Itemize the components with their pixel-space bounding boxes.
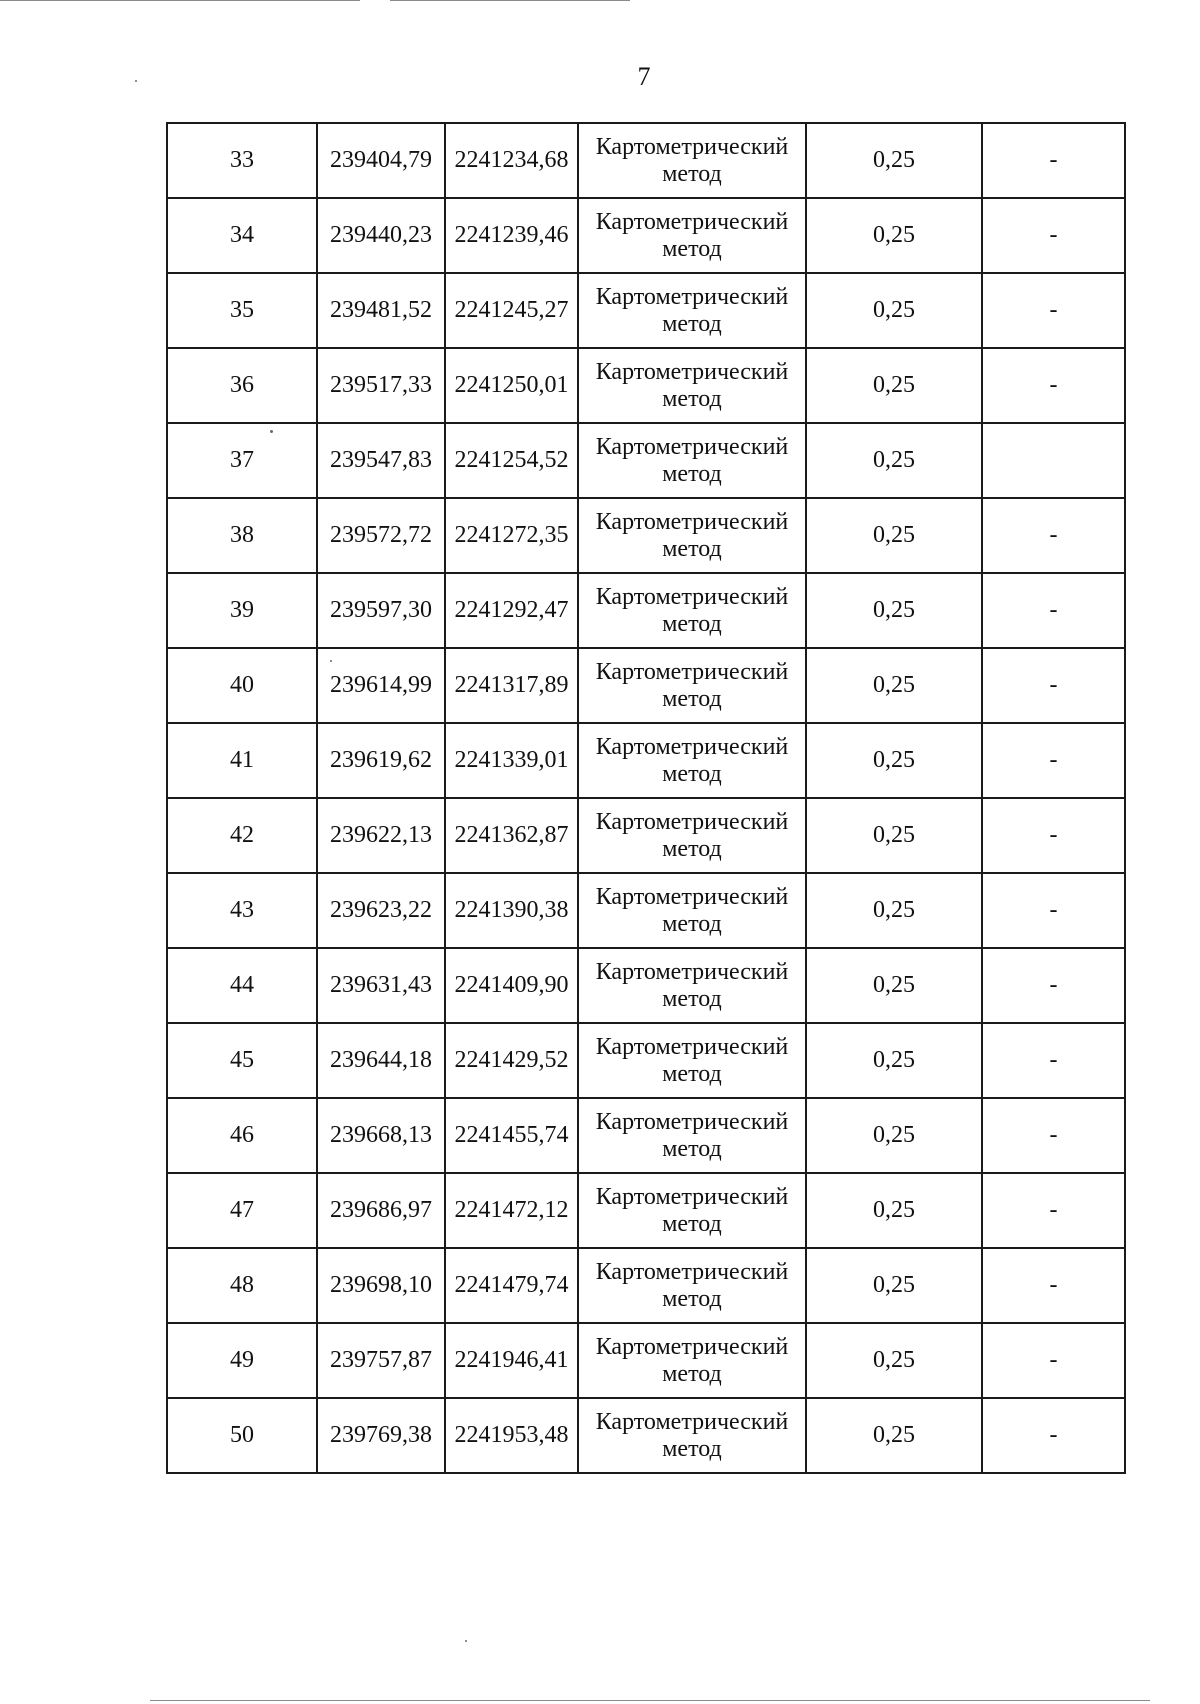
point-number: 34 bbox=[167, 198, 317, 273]
note-cell: - bbox=[982, 198, 1125, 273]
accuracy-value: 0,25 bbox=[806, 1098, 982, 1173]
y-coordinate: 2241272,35 bbox=[445, 498, 578, 573]
method-cell bbox=[578, 273, 806, 348]
scan-edge-line bbox=[390, 0, 630, 1]
point-number: 36 bbox=[167, 348, 317, 423]
x-coordinate: 239404,79 bbox=[317, 123, 445, 198]
table-row bbox=[167, 348, 1125, 423]
y-coordinate: 2241292,47 bbox=[445, 573, 578, 648]
method-line2: метод bbox=[662, 985, 722, 1012]
method-cell bbox=[578, 1323, 806, 1398]
method-line1: Картометрический bbox=[595, 808, 789, 835]
table-row bbox=[167, 723, 1125, 798]
table-body bbox=[167, 123, 1125, 1473]
note-cell: - bbox=[982, 1023, 1125, 1098]
x-coordinate: 239644,18 bbox=[317, 1023, 445, 1098]
table-row bbox=[167, 1023, 1125, 1098]
point-number: 46 bbox=[167, 1098, 317, 1173]
method-cell bbox=[578, 1023, 806, 1098]
note-cell: - bbox=[982, 1248, 1125, 1323]
method-line2: метод bbox=[662, 1135, 722, 1162]
note-cell: - bbox=[982, 1398, 1125, 1473]
note-cell: - bbox=[982, 498, 1125, 573]
y-coordinate: 2241409,90 bbox=[445, 948, 578, 1023]
table-row bbox=[167, 648, 1125, 723]
method-line1: Картометрический bbox=[595, 1108, 789, 1135]
y-coordinate: 2241479,74 bbox=[445, 1248, 578, 1323]
note-cell: - bbox=[982, 348, 1125, 423]
point-number: 33 bbox=[167, 123, 317, 198]
y-coordinate: 2241254,52 bbox=[445, 423, 578, 498]
method-line1: Картометрический bbox=[595, 133, 789, 160]
x-coordinate: 239619,62 bbox=[317, 723, 445, 798]
note-cell: - bbox=[982, 648, 1125, 723]
scan-speck bbox=[270, 430, 273, 433]
method-cell bbox=[578, 498, 806, 573]
method-line1: Картометрический bbox=[595, 508, 789, 535]
method-line1: Картометрический bbox=[595, 1183, 789, 1210]
x-coordinate: 239623,22 bbox=[317, 873, 445, 948]
y-coordinate: 2241362,87 bbox=[445, 798, 578, 873]
x-coordinate: 239757,87 bbox=[317, 1323, 445, 1398]
point-number: 38 bbox=[167, 498, 317, 573]
point-number: 35 bbox=[167, 273, 317, 348]
x-coordinate: 239517,33 bbox=[317, 348, 445, 423]
accuracy-value: 0,25 bbox=[806, 273, 982, 348]
y-coordinate: 2241317,89 bbox=[445, 648, 578, 723]
method-line2: метод bbox=[662, 910, 722, 937]
table-row bbox=[167, 273, 1125, 348]
point-number: 42 bbox=[167, 798, 317, 873]
table-row bbox=[167, 423, 1125, 498]
point-number: 49 bbox=[167, 1323, 317, 1398]
y-coordinate: 2241455,74 bbox=[445, 1098, 578, 1173]
accuracy-value: 0,25 bbox=[806, 198, 982, 273]
coordinates-table bbox=[166, 122, 1126, 1474]
method-cell bbox=[578, 348, 806, 423]
y-coordinate: 2241234,68 bbox=[445, 123, 578, 198]
method-cell bbox=[578, 573, 806, 648]
y-coordinate: 2241245,27 bbox=[445, 273, 578, 348]
point-number: 44 bbox=[167, 948, 317, 1023]
point-number: 39 bbox=[167, 573, 317, 648]
method-cell bbox=[578, 873, 806, 948]
x-coordinate: 239481,52 bbox=[317, 273, 445, 348]
method-line2: метод bbox=[662, 1435, 722, 1462]
method-line1: Картометрический bbox=[595, 583, 789, 610]
method-line1: Картометрический bbox=[595, 283, 789, 310]
x-coordinate: 239440,23 bbox=[317, 198, 445, 273]
accuracy-value: 0,25 bbox=[806, 1398, 982, 1473]
note-cell bbox=[982, 423, 1125, 498]
x-coordinate: 239698,10 bbox=[317, 1248, 445, 1323]
y-coordinate: 2241472,12 bbox=[445, 1173, 578, 1248]
method-line1: Картометрический bbox=[595, 1033, 789, 1060]
x-coordinate: 239622,13 bbox=[317, 798, 445, 873]
table-row bbox=[167, 573, 1125, 648]
method-line1: Картометрический bbox=[595, 1258, 789, 1285]
table-row bbox=[167, 1173, 1125, 1248]
method-line1: Картометрический bbox=[595, 958, 789, 985]
table-row bbox=[167, 198, 1125, 273]
method-line2: метод bbox=[662, 1060, 722, 1087]
table-row bbox=[167, 123, 1125, 198]
method-cell bbox=[578, 648, 806, 723]
x-coordinate: 239597,30 bbox=[317, 573, 445, 648]
method-cell bbox=[578, 423, 806, 498]
point-number: 48 bbox=[167, 1248, 317, 1323]
note-cell: - bbox=[982, 123, 1125, 198]
scan-speck bbox=[465, 1640, 467, 1642]
method-line2: метод bbox=[662, 610, 722, 637]
point-number: 37 bbox=[167, 423, 317, 498]
method-cell bbox=[578, 1173, 806, 1248]
method-line2: метод bbox=[662, 385, 722, 412]
point-number: 45 bbox=[167, 1023, 317, 1098]
y-coordinate: 2241339,01 bbox=[445, 723, 578, 798]
y-coordinate: 2241390,38 bbox=[445, 873, 578, 948]
method-line1: Картометрический bbox=[595, 358, 789, 385]
note-cell: - bbox=[982, 798, 1125, 873]
accuracy-value: 0,25 bbox=[806, 1323, 982, 1398]
note-cell: - bbox=[982, 273, 1125, 348]
table-row bbox=[167, 873, 1125, 948]
y-coordinate: 2241250,01 bbox=[445, 348, 578, 423]
x-coordinate: 239547,83 bbox=[317, 423, 445, 498]
table-row bbox=[167, 948, 1125, 1023]
accuracy-value: 0,25 bbox=[806, 348, 982, 423]
x-coordinate: 239668,13 bbox=[317, 1098, 445, 1173]
method-line1: Картометрический bbox=[595, 883, 789, 910]
method-line2: метод bbox=[662, 1285, 722, 1312]
point-number: 47 bbox=[167, 1173, 317, 1248]
table-row bbox=[167, 1098, 1125, 1173]
accuracy-value: 0,25 bbox=[806, 873, 982, 948]
y-coordinate: 2241953,48 bbox=[445, 1398, 578, 1473]
method-line2: метод bbox=[662, 310, 722, 337]
method-cell bbox=[578, 1398, 806, 1473]
scan-speck bbox=[135, 80, 137, 82]
note-cell: - bbox=[982, 723, 1125, 798]
method-line1: Картометрический bbox=[595, 433, 789, 460]
y-coordinate: 2241429,52 bbox=[445, 1023, 578, 1098]
method-cell bbox=[578, 1248, 806, 1323]
note-cell: - bbox=[982, 1098, 1125, 1173]
table-row bbox=[167, 1398, 1125, 1473]
point-number: 41 bbox=[167, 723, 317, 798]
x-coordinate: 239572,72 bbox=[317, 498, 445, 573]
note-cell: - bbox=[982, 1323, 1125, 1398]
table-row bbox=[167, 498, 1125, 573]
accuracy-value: 0,25 bbox=[806, 723, 982, 798]
accuracy-value: 0,25 bbox=[806, 498, 982, 573]
scan-speck bbox=[330, 660, 332, 662]
method-cell bbox=[578, 1098, 806, 1173]
method-line1: Картометрический bbox=[595, 1333, 789, 1360]
accuracy-value: 0,25 bbox=[806, 1248, 982, 1323]
method-cell bbox=[578, 948, 806, 1023]
method-cell bbox=[578, 123, 806, 198]
table-row bbox=[167, 1323, 1125, 1398]
scan-edge-line bbox=[150, 1700, 1150, 1701]
method-line2: метод bbox=[662, 1210, 722, 1237]
method-line2: метод bbox=[662, 1360, 722, 1387]
note-cell: - bbox=[982, 948, 1125, 1023]
method-cell bbox=[578, 798, 806, 873]
accuracy-value: 0,25 bbox=[806, 1023, 982, 1098]
method-line1: Картометрический bbox=[595, 208, 789, 235]
point-number: 50 bbox=[167, 1398, 317, 1473]
table-row bbox=[167, 1248, 1125, 1323]
x-coordinate: 239614,99 bbox=[317, 648, 445, 723]
note-cell: - bbox=[982, 873, 1125, 948]
method-line2: метод bbox=[662, 460, 722, 487]
x-coordinate: 239631,43 bbox=[317, 948, 445, 1023]
x-coordinate: 239769,38 bbox=[317, 1398, 445, 1473]
point-number: 40 bbox=[167, 648, 317, 723]
accuracy-value: 0,25 bbox=[806, 948, 982, 1023]
accuracy-value: 0,25 bbox=[806, 573, 982, 648]
y-coordinate: 2241946,41 bbox=[445, 1323, 578, 1398]
method-line2: метод bbox=[662, 760, 722, 787]
accuracy-value: 0,25 bbox=[806, 423, 982, 498]
point-number: 43 bbox=[167, 873, 317, 948]
y-coordinate: 2241239,46 bbox=[445, 198, 578, 273]
accuracy-value: 0,25 bbox=[806, 648, 982, 723]
accuracy-value: 0,25 bbox=[806, 1173, 982, 1248]
method-cell bbox=[578, 723, 806, 798]
accuracy-value: 0,25 bbox=[806, 798, 982, 873]
x-coordinate: 239686,97 bbox=[317, 1173, 445, 1248]
accuracy-value: 0,25 bbox=[806, 123, 982, 198]
method-line1: Картометрический bbox=[595, 1408, 789, 1435]
method-line2: метод bbox=[662, 535, 722, 562]
method-cell bbox=[578, 198, 806, 273]
page-number: 7 bbox=[637, 62, 651, 91]
method-line2: метод bbox=[662, 235, 722, 262]
method-line2: метод bbox=[662, 835, 722, 862]
method-line1: Картометрический bbox=[595, 733, 789, 760]
note-cell: - bbox=[982, 1173, 1125, 1248]
table-row bbox=[167, 798, 1125, 873]
note-cell: - bbox=[982, 573, 1125, 648]
method-line2: метод bbox=[662, 160, 722, 187]
method-line2: метод bbox=[662, 685, 722, 712]
scan-edge-line bbox=[0, 0, 360, 1]
method-line1: Картометрический bbox=[595, 658, 789, 685]
